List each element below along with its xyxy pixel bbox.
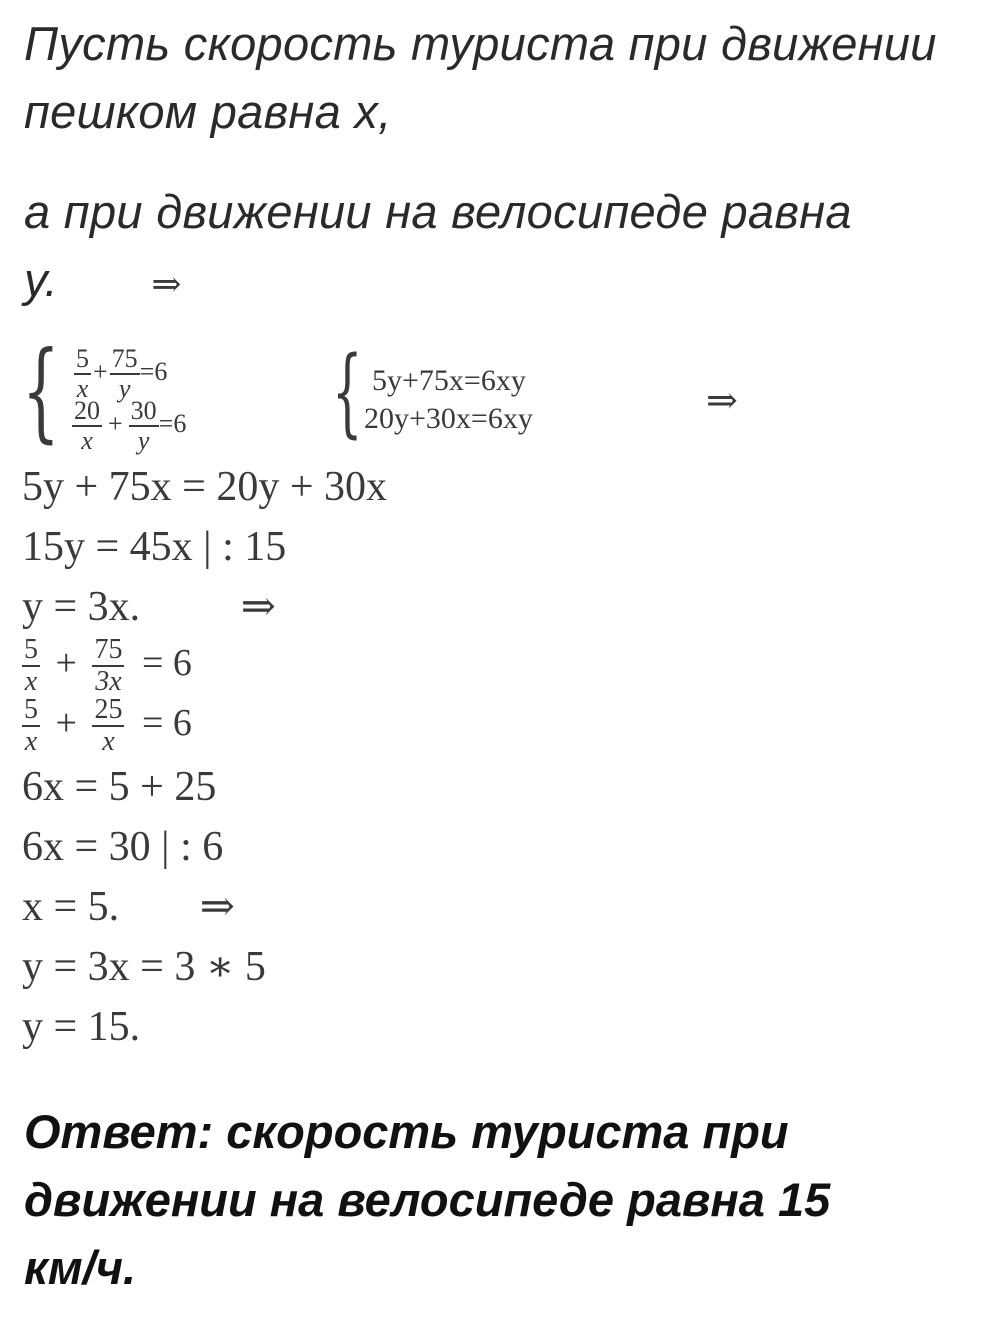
answer-text: [24, 1098, 974, 1302]
left-brace-icon: {: [22, 329, 60, 454]
answer-line-2: движении на велосипеде равна 15: [24, 1173, 831, 1226]
fraction: $\frac{75}{3x}$: [94, 634, 123, 697]
intro-line-1: Пусть скорость туриста при движении: [24, 17, 937, 70]
step-1: 5y + 75x = 20y + 30x: [22, 464, 388, 510]
system1-row-2: $\frac{20}{x}$ + $\frac{30}{y}$ =6: [74, 396, 187, 455]
system2-row-2: 20y+30x=6xy: [364, 402, 533, 435]
step-6: 6x = 5 + 25: [22, 764, 217, 810]
intro-line-2: пешком равна х,: [24, 85, 392, 138]
step-4: $\frac{5}{x}$ + $\frac{75}{3x}$ = 6: [24, 634, 192, 697]
implies-arrow-icon: ⇒: [199, 884, 235, 930]
step-8: [22, 882, 235, 932]
step-8-text: x = 5.: [22, 884, 120, 930]
fraction: $\frac{30}{y}$: [130, 396, 157, 455]
step-9: y = 3x = 3 ∗ 5: [22, 944, 266, 990]
step-5: $\frac{5}{x}$ + $\frac{25}{x}$ = 6: [24, 694, 192, 757]
step-3-text: y = 3x.: [22, 584, 141, 630]
step-7: 6x = 30 | : 6: [22, 824, 224, 870]
implies-arrow-icon: ⇒: [706, 380, 738, 422]
intro-line-4: [24, 246, 974, 318]
fraction: $\frac{5}{x}$: [24, 694, 38, 757]
fraction: $\frac{25}{x}$: [94, 694, 123, 757]
answer-line-3: км/ч.: [24, 1241, 137, 1294]
step-3: [22, 582, 276, 632]
step-10: y = 15.: [22, 1004, 141, 1050]
system2-row-1: 5y+75x=6xy: [372, 364, 526, 397]
equation-system-1: [22, 329, 282, 455]
step-2: 15y = 45x | : 15: [22, 524, 287, 570]
intro-line-3: а при движении на велосипеде равна: [24, 185, 852, 238]
implies-arrow-icon: ⇒: [240, 584, 276, 630]
fraction: $\frac{5}{x}$: [76, 344, 89, 403]
fraction: $\frac{75}{y}$: [111, 344, 138, 403]
answer-line-1: Ответ: скорость туриста при: [24, 1105, 789, 1158]
implies-arrow-icon: ⇒: [151, 264, 182, 304]
variable-y-label: у.: [24, 253, 59, 306]
left-brace-icon: {: [332, 336, 363, 448]
system1-row-1: $\frac{5}{x}$ + $\frac{75}{y}$ =6: [76, 344, 168, 403]
fraction: $\frac{5}{x}$: [24, 634, 38, 697]
equation-system-2: [332, 336, 632, 452]
intro-text-2: [24, 178, 974, 318]
fraction: $\frac{20}{x}$: [74, 396, 100, 455]
intro-text: [24, 10, 974, 146]
